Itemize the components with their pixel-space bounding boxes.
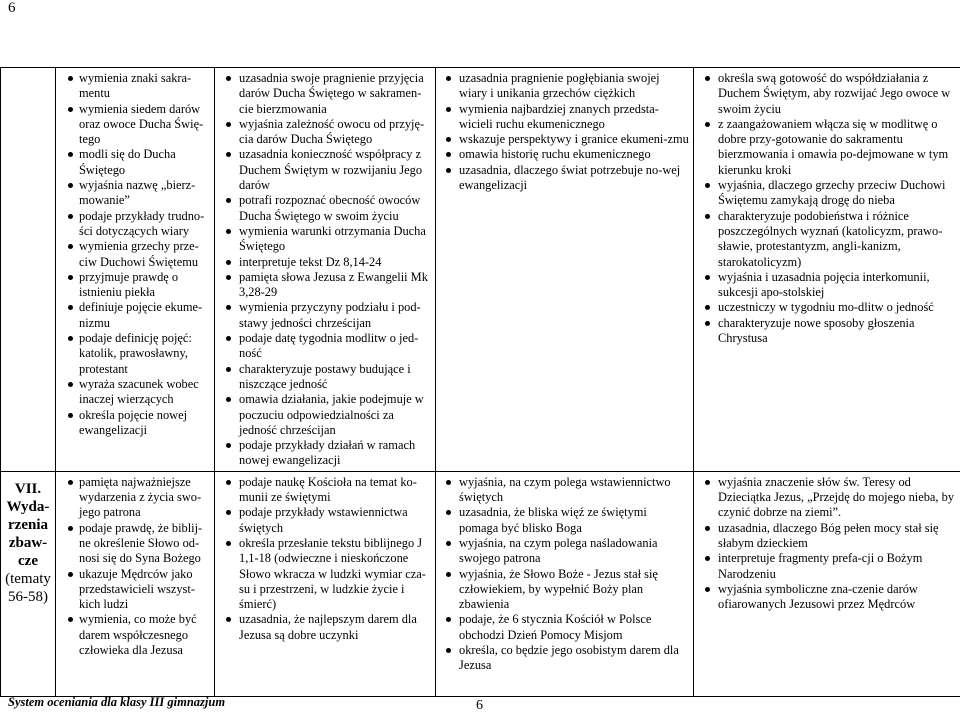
cell-row1-col4 — [694, 68, 960, 472]
page-number-top: 6 — [8, 0, 16, 17]
list-item: wyjaśnia symboliczne zna-czenie darów ofiarowanych Jezusowi przez Mędrców — [705, 582, 958, 613]
section-title: zbaw- — [1, 534, 55, 552]
list-item: wyjaśnia, że Słowo Boże - Jezus stał się człowiekiem, by wypełnić Boży plan zbawienia — [446, 567, 689, 613]
table-row — [1, 471, 960, 696]
bullet-list — [215, 472, 435, 645]
bullet-list — [694, 472, 960, 615]
section-label — [1, 472, 55, 606]
cell-row2-col2 — [215, 471, 436, 696]
list-item: z zaangażowaniem włącza się w modlitwę o dobre przy-gotowanie do sakramentu bierzmowania i omawia po-dejmowane w tym kierunku kroki — [705, 117, 958, 178]
list-item: określa, co będzie jego osobistym darem dla Jezusa — [446, 643, 689, 674]
section-subtitle: (tematy — [1, 570, 55, 588]
list-item: charakteryzuje nowe sposoby głoszenia Chrystusa — [705, 316, 958, 347]
list-item: podaje przykłady trudno-ści dotyczących wiary — [68, 209, 210, 240]
list-item: podaje definicję pojęć: katolik, prawosławny, protestant — [68, 331, 210, 377]
list-item: charakteryzuje postawy budujące i niszczące jedność — [226, 362, 431, 393]
section-cell-empty — [1, 68, 56, 472]
bullet-list — [215, 68, 435, 471]
cell-row2-col3 — [436, 471, 694, 696]
list-item: uzasadnia, dlaczego świat potrzebuje no-wej ewangelizacji — [446, 163, 689, 194]
footer-title: System oceniania dla klasy III gimnazjum — [8, 695, 225, 710]
list-item: interpretuje tekst Dz 8,14-24 — [226, 255, 431, 270]
bullet-list — [436, 68, 693, 195]
list-item: uzasadnia swoje pragnienie przyjęcia darów Ducha Świętego w sakramen-cie bierzmowania — [226, 71, 431, 117]
section-label-cell — [1, 471, 56, 696]
list-item: wyjaśnia, na czym polega wstawiennictwo świętych — [446, 475, 689, 506]
list-item: wymienia, co może być darem współczesnego człowieka dla Jezusa — [68, 612, 210, 658]
list-item: wyjaśnia, dlaczego grzechy przeciw Duchowi Świętemu zamykają drogę do nieba — [705, 178, 958, 209]
list-item: wyjaśnia zależność owocu od przyję-cia darów Ducha Świętego — [226, 117, 431, 148]
section-title: Wyda- — [1, 498, 55, 516]
section-title: rzenia — [1, 516, 55, 534]
cell-row1-col2 — [215, 68, 436, 472]
list-item: wyjaśnia, na czym polega naśladowania swojego patrona — [446, 536, 689, 567]
list-item: wymienia znaki sakra-mentu — [68, 71, 210, 102]
list-item: pamięta słowa Jezusa z Ewangelii Mk 3,28-29 — [226, 270, 431, 301]
list-item: uzasadnia pragnienie pogłębiania swojej wiary i unikania grzechów ciężkich — [446, 71, 689, 102]
list-item: przyjmuje prawdę o istnieniu piekła — [68, 270, 210, 301]
list-item: modli się do Ducha Świętego — [68, 147, 210, 178]
list-item: wymienia siedem darów oraz owoce Ducha Świę-tego — [68, 102, 210, 148]
list-item: wyraża szacunek wobec inaczej wierzących — [68, 377, 210, 408]
section-title: cze — [1, 552, 55, 570]
section-title: VII. — [1, 480, 55, 498]
list-item: wymienia warunki otrzymania Ducha Świętego — [226, 224, 431, 255]
list-item: wymienia przyczyny podziału i pod-stawy jedności chrześcijan — [226, 300, 431, 331]
list-item: uczestniczy w tygodniu mo-dlitw o jedność — [705, 300, 958, 315]
bullet-list — [436, 472, 693, 676]
list-item: wyjaśnia nazwę „bierz-mowanie” — [68, 178, 210, 209]
list-item: uzasadnia, że bliska więź ze świętymi pomaga być blisko Boga — [446, 505, 689, 536]
list-item: definiuje pojęcie ekume-nizmu — [68, 300, 210, 331]
list-item: uzasadnia, dlaczego Bóg pełen mocy stał się słabym dzieckiem — [705, 521, 958, 552]
list-item: omawia historię ruchu ekumenicznego — [446, 147, 689, 162]
list-item: wymienia najbardziej znanych przedsta-wicieli ruchu ekumenicznego — [446, 102, 689, 133]
list-item: wymienia grzechy prze-ciw Duchowi Świętemu — [68, 239, 210, 270]
list-item: wskazuje perspektywy i granice ekumeni-zmu — [446, 132, 689, 147]
list-item: charakteryzuje podobieństwa i różnice poszczególnych wyznań (katolicyzm, prawo-sławie, protestantyzm, angli-kanizm, starokatolicyzm) — [705, 209, 958, 270]
section-subtitle: 56-58) — [1, 588, 55, 606]
requirements-table — [0, 67, 960, 697]
list-item: potrafi rozpoznać obecność owoców Ducha Świętego w swoim życiu — [226, 193, 431, 224]
list-item: wyjaśnia i uzasadnia pojęcia interkomunii, sukcesji apo-stolskiej — [705, 270, 958, 301]
list-item: określa pojęcie nowej ewangelizacji — [68, 408, 210, 439]
list-item: określa swą gotowość do współdziałania z Duchem Świętym, aby rozwijać Jego owoce w swoim życiu — [705, 71, 958, 117]
list-item: uzasadnia, że najlepszym darem dla Jezusa są dobre uczynki — [226, 612, 431, 643]
bullet-list — [56, 472, 214, 661]
list-item: podaje, że 6 stycznia Kościół w Polsce obchodzi Dzień Pomocy Misjom — [446, 612, 689, 643]
cell-row2-col1 — [56, 471, 215, 696]
list-item: ukazuje Mędrców jako przedstawicieli wszyst-kich ludzi — [68, 567, 210, 613]
list-item: podaje naukę Kościoła na temat ko-munii ze świętymi — [226, 475, 431, 506]
cell-row1-col1 — [56, 68, 215, 472]
list-item: podaje przykłady wstawiennictwa świętych — [226, 505, 431, 536]
list-item: podaje prawdę, że biblij-ne określenie Słowo od-nosi się do Syna Bożego — [68, 521, 210, 567]
list-item: wyjaśnia znaczenie słów św. Teresy od Dzieciątka Jezus, „Przejdę do mojego nieba, by czynić dobrze na ziemi”. — [705, 475, 958, 521]
list-item: określa przesłanie tekstu biblijnego J 1,1-18 (odwieczne i nieskończone Słowo wkracza w ludzki wymiar cza-su i przestrzeni, w ludzkie życie i śmierć) — [226, 536, 431, 612]
list-item: podaje datę tygodnia modlitw o jed-ność — [226, 331, 431, 362]
list-item: omawia działania, jakie podejmuje w poczuciu odpowiedzialności za jedność chrześcijan — [226, 392, 431, 438]
bullet-list — [56, 68, 214, 440]
cell-row1-col3 — [436, 68, 694, 472]
bullet-list — [694, 68, 960, 348]
table-row — [1, 68, 960, 472]
list-item: interpretuje fragmenty prefa-cji o Bożym Narodzeniu — [705, 551, 958, 582]
cell-row2-col4 — [694, 471, 960, 696]
list-item: uzasadnia konieczność współpracy z Duchem Świętym w rozwijaniu Jego darów — [226, 147, 431, 193]
list-item: podaje przykłady działań w ramach nowej ewangelizacji — [226, 438, 431, 469]
list-item: pamięta najważniejsze wydarzenia z życia swo-jego patrona — [68, 475, 210, 521]
footer-page-number: 6 — [476, 698, 483, 714]
